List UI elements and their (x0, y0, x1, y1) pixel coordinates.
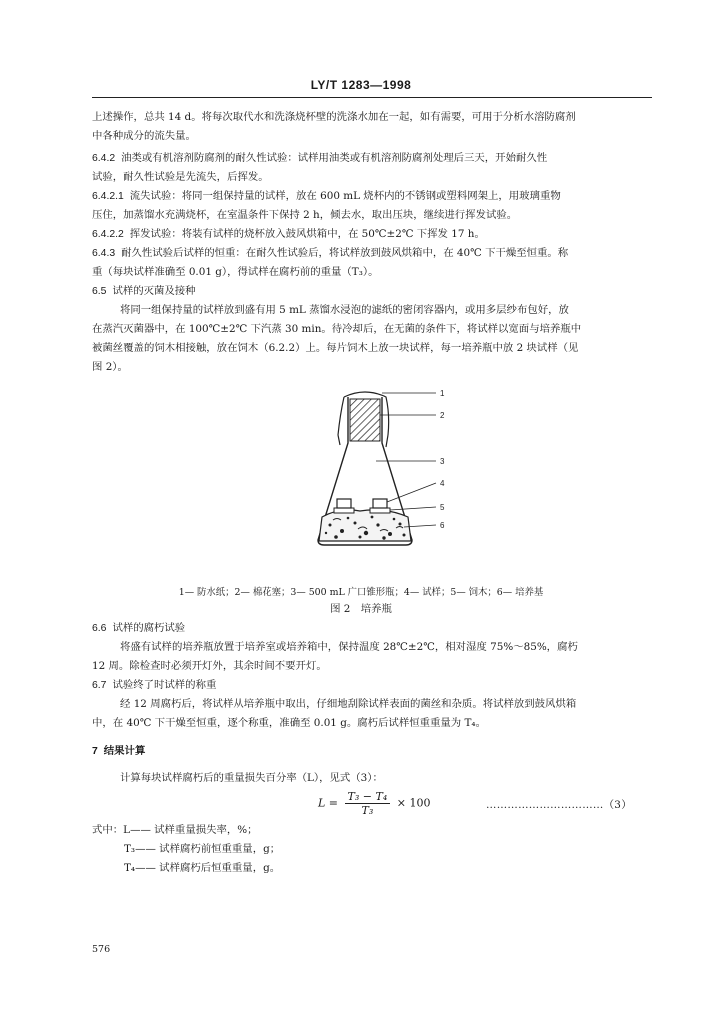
section-title: 试样的灭菌及接种 (112, 285, 196, 297)
paragraph-line: 中各种成分的流失量。 (92, 130, 196, 142)
paragraph-line: 被菌丝覆盖的饲木相接触，放在饲木（6.2.2）上。每片饲木上放一块试样，每一培养瓶中放 2 块试样（见 (92, 342, 579, 354)
figure-label: 6 (440, 521, 445, 530)
paragraph-line: 将同一组保持量的试样放到盛有用 5 mL 蒸馏水浸泡的滤纸的密闭容器内，或用多层纱布包好，放 (120, 304, 569, 316)
test-sample-right (373, 499, 387, 508)
section-text: 流失试验：将同一组保持量的试样，放在 600 mL 烧杯内的不锈钢或塑料网架上，用玻璃重物 (129, 190, 561, 202)
test-sample-left (337, 499, 351, 508)
where-line: T₄—— 试样腐朽后恒重重量，g。 (124, 862, 281, 874)
culture-medium (319, 510, 411, 541)
section-6-6 (92, 620, 660, 637)
section-6-5 (92, 283, 660, 300)
section-title: 试验终了时试样的称重 (112, 679, 217, 691)
section-number: 6.5 (92, 286, 107, 297)
section-6-4-2-1 (92, 188, 660, 205)
figure-label: 5 (440, 503, 445, 512)
section-6-7 (92, 677, 660, 694)
paragraph-line: 压住，加蒸馏水充满烧杯，在室温条件下保持 2 h，倾去水，取出压块，继续进行挥发试验。 (92, 209, 518, 221)
section-title: 结果计算 (103, 745, 146, 757)
feeder-strip-left (334, 508, 354, 513)
section-number: 6.4.2.1 (92, 191, 124, 202)
section-7 (92, 743, 660, 760)
formula-3 (318, 790, 430, 817)
cotton-plug (350, 399, 380, 441)
paragraph-line: 中，在 40℃ 下干燥至恒重，逐个称重，准确至 0.01 g。腐朽后试样恒重重量为 T₄。 (92, 717, 486, 729)
section-number: 6.4.2 (92, 153, 116, 164)
figure-label: 2 (440, 411, 445, 420)
section-6-4-2-2 (92, 226, 660, 243)
figure-label: 3 (440, 457, 445, 466)
section-number: 6.7 (92, 680, 107, 691)
section-6-4-2 (92, 150, 660, 167)
figure-label: 4 (440, 479, 445, 488)
section-title: 试样的腐朽试验 (112, 622, 186, 634)
paragraph-line: 计算每块试样腐朽后的重量损失百分率（L），见式（3）： (120, 772, 383, 784)
formula-lhs: L = (318, 796, 339, 810)
paragraph-line: 经 12 周腐朽后，将试样从培养瓶中取出，仔细地刮除试样表面的菌丝和杂质。将试样放到鼓风烘箱 (120, 698, 577, 710)
header-rule (92, 97, 652, 98)
figure-label: 1 (440, 389, 445, 398)
paragraph-line: 图 2）。 (92, 361, 128, 373)
formula-denominator: T₃ (361, 804, 374, 817)
paragraph-line: 在蒸汽灭菌器中，在 100℃±2℃ 下汽蒸 30 min。待冷却后，在无菌的条件下，将试样以宽面与培养瓶中 (92, 323, 582, 335)
section-number: 7 (92, 746, 98, 757)
section-number: 6.4.2.2 (92, 229, 124, 240)
section-number: 6.6 (92, 623, 107, 634)
figure-labels (440, 389, 445, 530)
paragraph-line: 上述操作，总共 14 d。将每次取代水和洗涤烧杯壁的洗涤水加在一起，如有需要，可用于分析水溶防腐剂 (92, 111, 576, 123)
section-number: 6.4.3 (92, 248, 116, 259)
where-line: T₃—— 试样腐朽前恒重重量，g； (124, 843, 281, 855)
page-number: 576 (92, 944, 111, 955)
section-text: 挥发试验：将装有试样的烧杯放入鼓风烘箱中，在 50℃±2℃ 下挥发 17 h。 (129, 228, 485, 240)
equation-number: ……………………………（3） (486, 799, 632, 811)
figure-caption: 图 2 培养瓶 (330, 603, 392, 615)
culture-bottle-figure (300, 385, 460, 555)
where-line: 式中：L—— 试样重量损失率，%； (92, 824, 258, 836)
paragraph-line: 重（每块试样准确至 0.01 g），得试样在腐朽前的重量（T₃）。 (92, 266, 379, 278)
formula-rhs: × 100 (396, 796, 431, 810)
paragraph-line: 试验，耐久性试验是先流失，后挥发。 (92, 171, 269, 183)
standard-header: LY/T 1283—1998 (310, 78, 412, 92)
formula-fraction (345, 790, 391, 817)
paragraph-line: 将盛有试样的培养瓶放置于培养室或培养箱中，保持温度 28℃±2℃，相对湿度 75%～85%，腐朽 (120, 641, 578, 653)
section-text: 油类或有机溶剂防腐剂的耐久性试验：试样用油类或有机溶剂防腐剂处理后三天，开始耐久性 (121, 152, 548, 164)
paragraph-line: 12 周。除检查时必须开灯外，其余时间不要开灯。 (92, 660, 327, 672)
figure-legend: 1— 防水纸；2— 棉花塞；3— 500 mL 广口锥形瓶；4— 试样；5— 饲木；6— 培养基 (178, 587, 544, 598)
formula-numerator: T₃ − T₄ (345, 790, 391, 804)
section-text: 耐久性试验后试样的恒重：在耐久性试验后，将试样放到鼓风烘箱中，在 40℃ 下干燥至恒重。称 (121, 247, 569, 259)
section-6-4-3 (92, 245, 660, 262)
feeder-strip-right (370, 508, 390, 513)
